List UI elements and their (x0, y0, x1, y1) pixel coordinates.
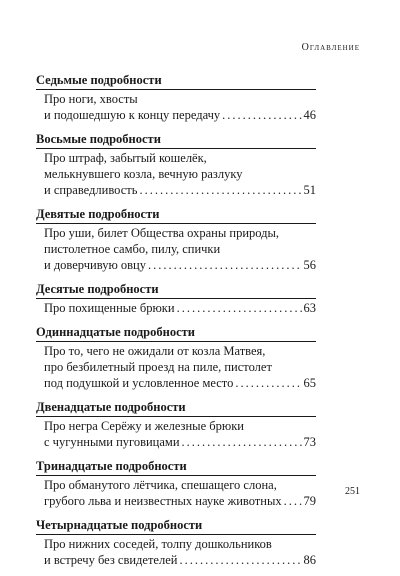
page-number: 56 (303, 258, 316, 272)
dot-leader (148, 257, 302, 273)
section-title: Одиннадцатые подробности (36, 324, 316, 342)
entry-text: грубого льва и неизвестных науке животных (44, 494, 282, 508)
entry-text: и доверчивую овцу (44, 258, 146, 272)
entry-line: Про негра Серёжу и железные брюки (44, 419, 244, 433)
section-body (36, 300, 316, 316)
section-body (36, 91, 316, 123)
section-title: Четырнадцатые подробности (36, 517, 316, 535)
entry-text: Про похищенные брюки (44, 301, 175, 315)
page-number: 51 (303, 183, 316, 197)
table-of-contents (36, 72, 316, 576)
toc-section (36, 131, 316, 198)
toc-section (36, 72, 316, 123)
entry-line: Про штраф, забытый кошелёк, (44, 151, 207, 165)
dot-leader (139, 182, 301, 198)
section-title: Девятые подробности (36, 206, 316, 224)
entry-line: пистолетное самбо, пилу, спички (44, 242, 221, 256)
entry-line: Про то, чего не ожидали от козла Матвея, (44, 344, 266, 358)
section-title: Тринадцатые подробности (36, 458, 316, 476)
entry-last-line (44, 107, 316, 123)
entry-last-line (44, 257, 316, 273)
dot-leader (235, 375, 301, 391)
section-body (36, 343, 316, 391)
page-number: 63 (303, 301, 316, 315)
entry-last-line (44, 552, 316, 568)
section-body (36, 477, 316, 509)
toc-section (36, 281, 316, 316)
page-number: 86 (303, 553, 316, 567)
section-title: Двенадцатые подробности (36, 399, 316, 417)
dot-leader (222, 107, 301, 123)
entry-text: под подушкой и условленное место (44, 376, 234, 390)
entry-line: про безбилетный проезд на пиле, пистолет (44, 360, 272, 374)
page-number: 79 (303, 494, 316, 508)
page-number: 73 (303, 435, 316, 449)
entry-text: с чугунными пуговицами (44, 435, 180, 449)
entry-text: и встречу без свидетелей (44, 553, 178, 567)
toc-section (36, 399, 316, 450)
section-body (36, 418, 316, 450)
entry-last-line (44, 493, 316, 509)
section-body (36, 150, 316, 198)
dot-leader (179, 552, 301, 568)
entry-text: и подошедшую к концу передачу (44, 108, 221, 122)
dot-leader (177, 300, 302, 316)
entry-last-line (44, 434, 316, 450)
section-body (36, 225, 316, 273)
toc-section (36, 324, 316, 391)
entry-text: и справедливость (44, 183, 138, 197)
toc-section (36, 206, 316, 273)
toc-section (36, 458, 316, 509)
entry-last-line (44, 375, 316, 391)
section-title: Десятые подробности (36, 281, 316, 299)
folio-page-number: 251 (345, 486, 360, 497)
page-number: 65 (303, 376, 316, 390)
dot-leader (284, 493, 302, 509)
entry-last-line (44, 300, 316, 316)
dot-leader (182, 434, 302, 450)
entry-last-line (44, 182, 316, 198)
entry-line: Про обманутого лётчика, спешащего слона, (44, 478, 277, 492)
entry-line: Про нижних соседей, толпу дошкольников (44, 537, 272, 551)
section-body (36, 536, 316, 568)
toc-section (36, 517, 316, 568)
entry-line: Про ноги, хвосты (44, 92, 138, 106)
running-head: Оглавление (301, 42, 360, 53)
entry-line: Про уши, билет Общества охраны природы, (44, 226, 280, 240)
entry-line: мелькнувшего козла, вечную разлуку (44, 167, 243, 181)
section-title: Седьмые подробности (36, 72, 316, 90)
page-number: 46 (303, 108, 316, 122)
section-title: Восьмые подробности (36, 131, 316, 149)
